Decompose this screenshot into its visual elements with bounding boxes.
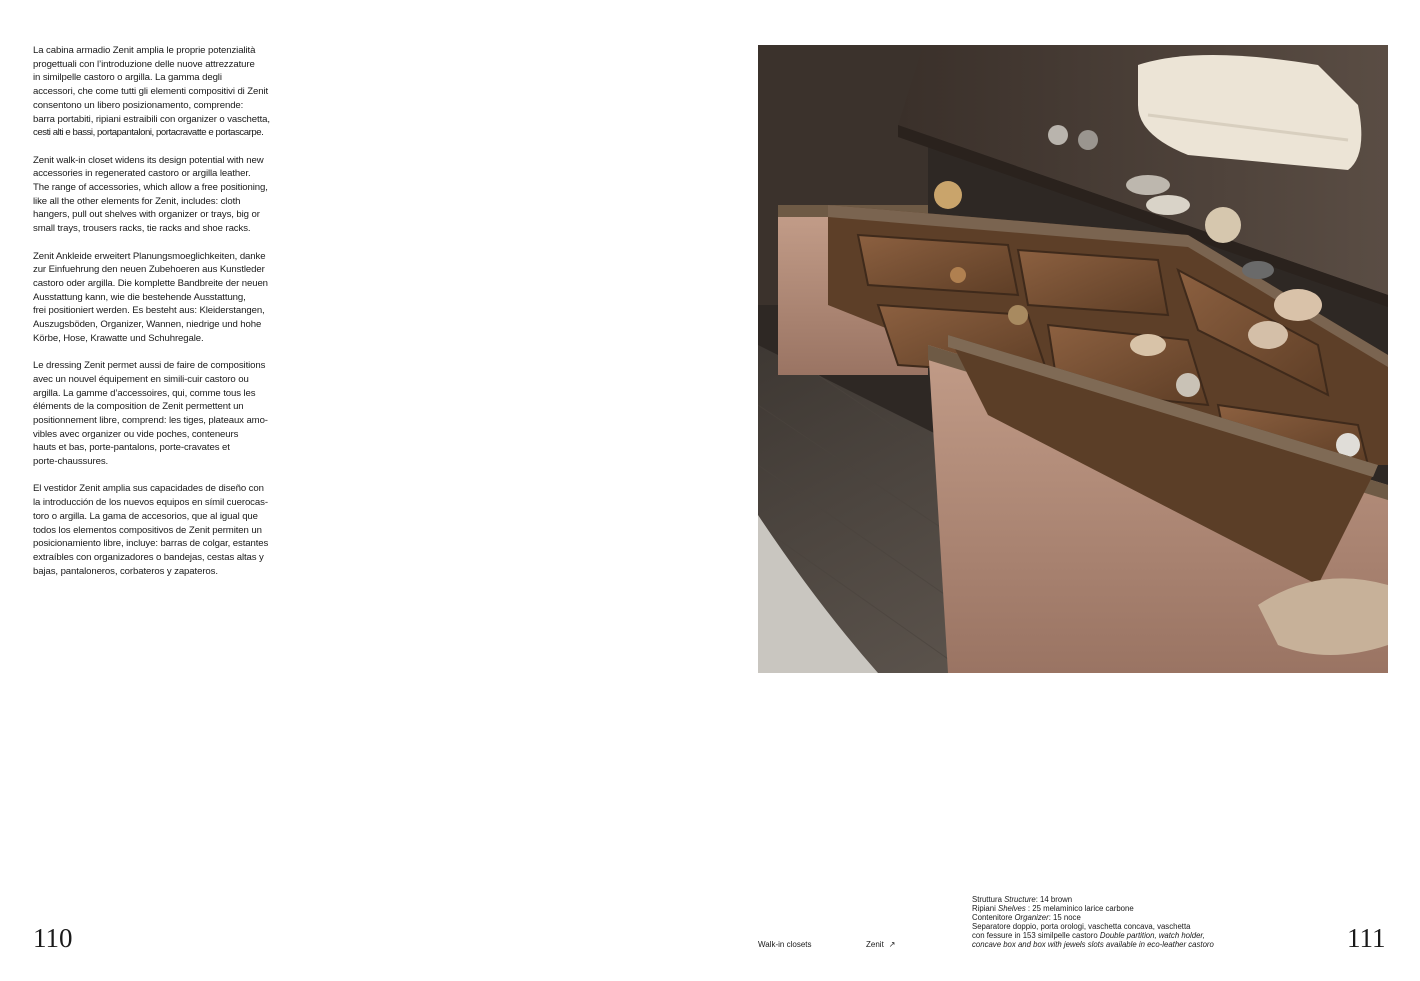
- caption-accessories-3: concave box and box with jewels slots available in eco-leather castoro: [972, 940, 1214, 950]
- product-photo-drawers: [758, 45, 1388, 673]
- caption-shelves: Ripiani Shelves : 25 melaminico larice carbone: [972, 904, 1134, 914]
- paragraph-spanish: El vestidor Zenit amplia sus capacidades de diseño con la introducción de los nuevos equipos en símil cuerocas- toro o argilla. La gama de accesorios, que al igual que todos los elementos compositivos de Zenit permiten un posicionamiento libre, incluye: barras de colgar, estantes extraíbles con organizadores o bandejas, cestas altas y bajas, pantaloneros, corbateros y zapateros.: [33, 483, 269, 577]
- collection-link[interactable]: [866, 940, 896, 949]
- collection-link-label[interactable]: Zenit: [866, 940, 884, 949]
- caption-structure: Struttura Structure: 14 brown: [972, 895, 1073, 904]
- drawer-organizer-illustration: [758, 45, 1388, 673]
- caption-accessories-2: con fessure in 153 similpelle castoro Double partition, watch holder,: [972, 931, 1205, 941]
- product-caption: [972, 895, 1272, 950]
- paragraph-german: Zenit Ankleide erweitert Planungsmoeglichkeiten, danke zur Einfuehrung den neuen Zubehoeren aus Kunstleder castoro oder argilla. Die komplette Bandbreite der neuen Ausstattung kann, wie die bestehende Ausstattung, frei positioniert werden. Es besteht aus: Kleiderstangen, Auszugsböden, Organizer, Wannen, niedrige und hohe Körbe, Hose, Krawatte und Schuhregale.: [33, 250, 268, 344]
- paragraph-italian: La cabina armadio Zenit amplia le proprie potenzialità progettuali con l’introduzione delle nuove attrezzature in similpelle castoro o argilla. La gamma degli accessori, che come tutti gli elementi compositivi di Zenit consentono un libero posizionamento, comprende: barra portabiti, ripiani estraibili con organizer o vaschetta, cesti alti e bassi, portapantaloni, portacravatte e portascarpe.: [33, 45, 270, 139]
- page-number-right: 111: [1347, 923, 1386, 953]
- paragraph-english: Zenit walk-in closet widens its design potential with new accessories in regenerated castoro or argilla leather. The range of accessories, which allow a free positioning, like all the other elements for Zenit, includes: cloth hangers, pull out shelves with organizer or trays, big or small trays, trousers racks, tie racks and shoe racks.: [33, 154, 268, 235]
- section-label: Walk-in closets: [758, 940, 812, 949]
- page-number-left: 110: [33, 923, 73, 953]
- body-text-column: [33, 44, 293, 592]
- north-east-arrow-icon[interactable]: ↗: [888, 940, 896, 949]
- paragraph-french: Le dressing Zenit permet aussi de faire de compositions avec un nouvel équipement en simili-cuir castoro ou argilla. La gamme d’accessoires, qui, comme tous les éléments de la composition de Zenit permettent un positionnement libre, comprend: les tiges, plateaux amo- vibles avec organizer ou vide poches, conteneurs hauts et bas, porte-pantalons, porte-cravates et porte-chaussures.: [33, 360, 268, 468]
- caption-accessories: Separatore doppio, porta orologi, vaschetta concava, vaschetta: [972, 922, 1191, 932]
- caption-organizer: Contenitore Organizer: 15 noce: [972, 913, 1081, 923]
